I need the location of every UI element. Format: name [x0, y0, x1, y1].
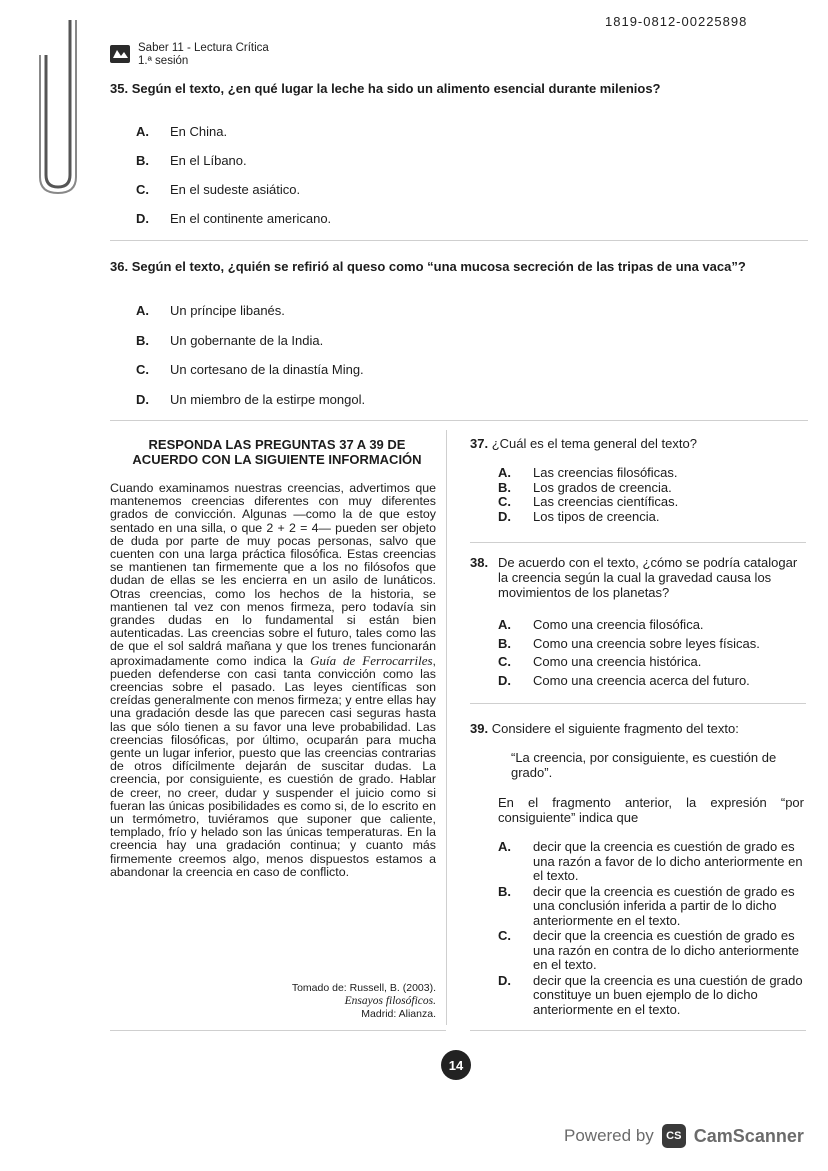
divider: [470, 1030, 806, 1031]
option-39-b[interactable]: B. decir que la creencia es cuestión de grado es una conclusión inferida a partir de lo dicho anteriormente en el texto.: [498, 883, 795, 928]
divider: [470, 542, 806, 543]
question-35-options: [136, 124, 331, 240]
camscanner-logo-icon: CS: [662, 1124, 686, 1148]
exam-header: [108, 42, 269, 68]
option-36-a[interactable]: A. Un príncipe libanés.: [136, 303, 285, 318]
icfes-logo-icon: [108, 42, 132, 66]
option-38-c[interactable]: C. Como una creencia histórica.: [498, 654, 702, 669]
option-36-b[interactable]: B. Un gobernante de la India.: [136, 332, 324, 348]
option-39-d[interactable]: D. decir que la creencia es una cuestión de grado constituye un buen ejemplo de lo dicho anteriormente en el texto.: [498, 972, 803, 1017]
document-code: 1819-0812-00225898: [605, 14, 748, 29]
divider: [110, 1030, 446, 1031]
question-36-options: [136, 303, 365, 421]
option-35-c[interactable]: C. En el sudeste asiático.: [136, 182, 301, 197]
option-39-c[interactable]: C. decir que la creencia es cuestión de grado es una razón en contra de lo dicho anteriormente en el texto.: [498, 928, 799, 972]
option-37-d[interactable]: D. Los tipos de creencia.: [498, 508, 660, 524]
question-39-stem: En el fragmento anterior, la expresión “por consiguiente” indica que: [498, 795, 804, 825]
question-38: 38. De acuerdo con el texto, ¿cómo se podría catalogar la creencia según la cual la gravedad causa los movimientos de los planetas?: [470, 555, 798, 600]
option-36-c[interactable]: C. Un cortesano de la dinastía Ming.: [136, 362, 364, 377]
exam-title: Saber 11 - Lectura Crítica: [138, 42, 269, 54]
option-35-b[interactable]: B. En el Líbano.: [136, 153, 247, 168]
option-38-d[interactable]: D. Como una creencia acerca del futuro.: [498, 672, 750, 688]
passage-source: Tomado de: Russell, B. (2003). Ensayos filosóficos. Madrid: Alianza.: [291, 982, 436, 1020]
exam-session: 1.ª sesión: [138, 55, 189, 67]
option-35-d[interactable]: D. En el continente americano.: [136, 211, 332, 226]
camscanner-name: CamScanner: [693, 1125, 804, 1146]
option-37-c[interactable]: C. Las creencias científicas.: [498, 494, 679, 509]
question-39: 39. Considere el siguiente fragmento del texto:: [470, 721, 739, 736]
powered-by-label: Powered by: [564, 1126, 654, 1145]
option-37-a[interactable]: A. Las creencias filosóficas.: [498, 465, 678, 480]
divider: [110, 420, 808, 421]
question-39-quote: “La creencia, por consiguiente, es cuestión de grado”.: [511, 750, 777, 780]
page-number-badge: 14: [441, 1050, 471, 1080]
option-35-a[interactable]: A. En China.: [136, 124, 228, 139]
question-38-options: [498, 618, 804, 692]
question-37: 37. ¿Cuál es el tema general del texto?: [470, 436, 697, 451]
passage-text: Cuando examinamos nuestras creencias, advertimos que mantenemos creencias diferentes con muy diferentes grados de convicción. Algunas —como la de que estoy sentado en una silla, o que 2 + 2 = 4— pueden ser objeto de duda por parte de muy pocas personas, salvo que cuenten con una larga práctica filosófica. Estas creencias se mantienen tan firmemente que a los no filósofos que dudan de ellas se les encierra en un asilo de lunáticos. Otras creencias, como los hechos de la historia, se mantienen tal vez con menos firmeza, pero todavía sin grandes dudas en lo fundamental si están bien autenticadas. Las creencias sobre el futuro, tales como las de que el sol saldrá mañana y que los trenes funcionarán aproximadamente como indica la Guía de Ferrocarriles, pueden defenderse con casi tanta convicción como las creencias sobre el pasado. Las leyes científicas son creídas generalmente con menos firmeza; y entre ellas hay una gradación desde las que parecen casi seguras hasta las que sólo tienen a su favor una leve probabilidad. Las creencias filosóficas, por último, ocuparán para mucha gente un lugar inferior, puesto que las creencias contrarias de otros difícilmente dejarán de suscitar dudas. La creencia, por consiguiente, es cuestión de grado. Hablar de creer, no creer, dudar y suspender el juicio como si fueran las únicas posibilidades es como si, de lo escrito en un termómetro, tuviéramos que suponer que caliente, templado, frío y helado son las únicas temperaturas. En la creencia hay una gradación continua; y cuanto más firmemente creemos algo, menos dispuestos estamos a abandonar la creencia en caso de conflicto.: [110, 481, 436, 879]
camscanner-watermark: [564, 1124, 804, 1148]
option-37-b[interactable]: B. Los grados de creencia.: [498, 479, 672, 495]
column-divider: [446, 430, 447, 1025]
question-36: 36. Según el texto, ¿quién se refirió al queso como “una mucosa secreción de las tripas de una vaca”?: [110, 259, 746, 274]
binder-clip-image: [30, 15, 90, 195]
option-38-a[interactable]: A. Como una creencia filosófica.: [498, 617, 704, 632]
option-38-b[interactable]: B. Como una creencia sobre leyes físicas.: [498, 635, 760, 651]
passage-heading: RESPONDA LAS PREGUNTAS 37 A 39 DE ACUERDO CON LA SIGUIENTE INFORMACIÓN: [132, 437, 422, 467]
divider: [110, 240, 808, 241]
option-39-a[interactable]: A. decir que la creencia es cuestión de grado es una razón a favor de lo dicho anteriormente en el texto.: [498, 839, 803, 883]
question-37-options: [498, 466, 804, 524]
option-36-d[interactable]: D. Un miembro de la estirpe mongol.: [136, 391, 366, 407]
divider: [470, 703, 806, 704]
question-35: 35. Según el texto, ¿en qué lugar la leche ha sido un alimento esencial durante milenios?: [110, 81, 661, 96]
question-39-options: [498, 840, 804, 1017]
